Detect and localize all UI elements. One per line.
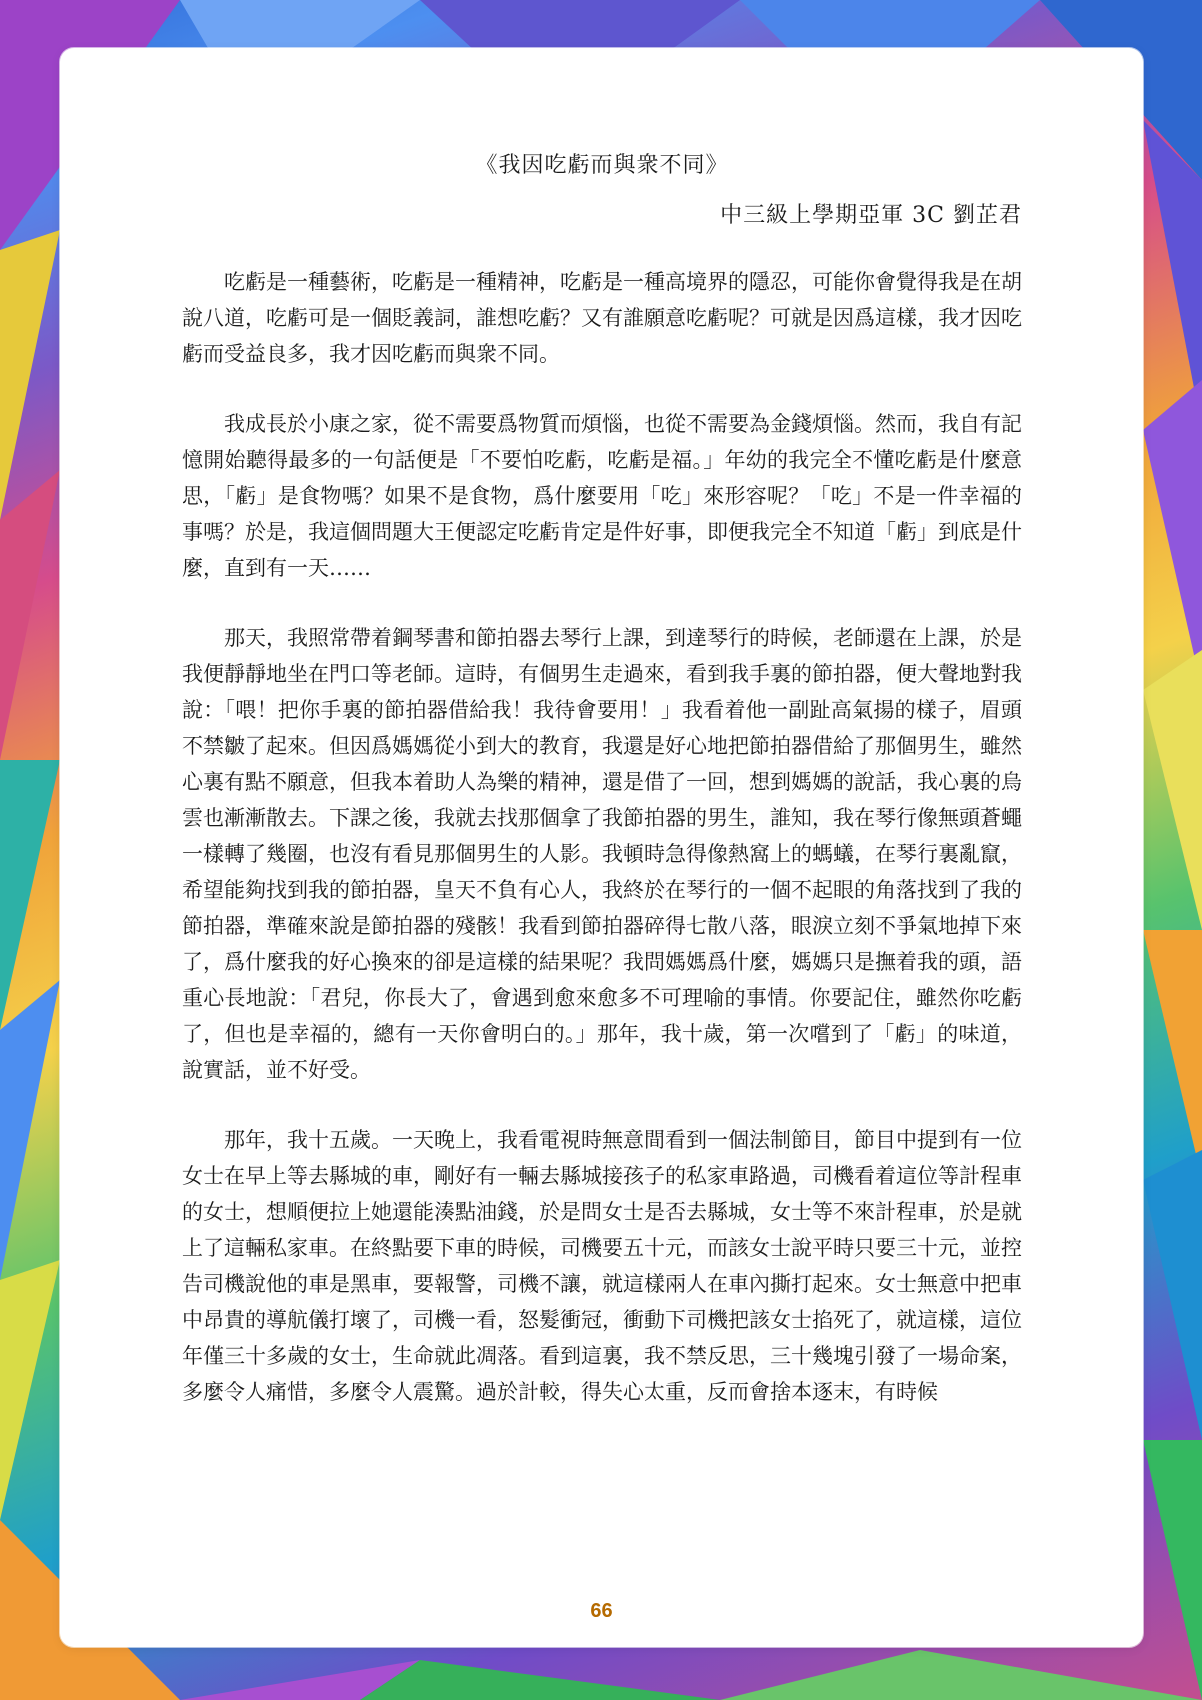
paragraph-1: 吃虧是一種藝術，吃虧是一種精神，吃虧是一種高境界的隱忍，可能你會覺得我是在胡說八道，吃虧可是一個貶義詞，誰想吃虧？又有誰願意吃虧呢？可就是因爲這樣，我才因吃虧而受益良多，我才因吃虧而與衆不同。 (182, 270, 1022, 366)
page-number: 66 (590, 1600, 613, 1622)
author-byline: 中三級上學期亞軍 3C 劉芷君 (720, 203, 1022, 228)
paragraph-3: 那天，我照常帶着鋼琴書和節拍器去琴行上課，到達琴行的時候，老師還在上課，於是我便靜靜地坐在門口等老師。這時，有個男生走過來，看到我手裏的節拍器，便大聲地對我說：「喂！把你手裏的節拍器借給我！我待會要用！」我看着他一副趾高氣揚的樣子，眉頭不禁皺了起來。但因爲媽媽從小到大的教育，我還是好心地把節拍器借給了那個男生，雖然心裏有點不願意，但我本着助人為樂的精神，還是借了一回，想到媽媽的說話，我心裏的烏雲也漸漸散去。下課之後，我就去找那個拿了我節拍器的男生，誰知，我在琴行像無頭蒼蠅一樣轉了幾圈，也沒有看見那個男生的人影。我頓時急得像熱窩上的螞蟻，在琴行裏亂竄，希望能夠找到我的節拍器，皇天不負有心人，我終於在琴行的一個不起眼的角落找到了我的節拍器，準確來說是節拍器的殘骸！我看到節拍器碎得七散八落，眼淚立刻不爭氣地掉下來了，爲什麼我的好心換來的卻是這樣的結果呢？我問媽媽爲什麼，媽媽只是撫着我的頭，語重心長地說：「君兒，你長大了，會遇到愈來愈多不可理喻的事情。你要記住，雖然你吃虧了，但也是幸福的，總有一天你會明白的。」那年，我十歲，第一次嚐到了「虧」的味道，說實話，並不好受。 (182, 626, 1022, 1082)
document-page (60, 48, 1143, 1647)
document-title: 《我因吃虧而與衆不同》 (475, 153, 729, 178)
paragraph-4: 那年，我十五歲。一天晚上，我看電視時無意間看到一個法制節目，節目中提到有一位女士在早上等去縣城的車，剛好有一輛去縣城接孩子的私家車路過，司機看着這位等計程車的女士，想順便拉上她還能湊點油錢，於是問女士是否去縣城，女士等不來計程車，於是就上了這輛私家車。在終點要下車的時候，司機要五十元，而該女士說平時只要三十元，並控告司機說他的車是黑車，要報警，司機不讓，就這樣兩人在車內撕打起來。女士無意中把車中昂貴的導航儀打壞了，司機一看，怒髮衝冠，衝動下司機把該女士掐死了，就這樣，這位年僅三十多歲的女士，生命就此凋落。看到這裏，我不禁反思，三十幾塊引發了一場命案，多麼令人痛惜，多麼令人震驚。過於計較，得失心太重，反而會捨本逐末，有時候 (182, 1128, 1022, 1404)
paragraph-2: 我成長於小康之家，從不需要爲物質而煩惱，也從不需要為金錢煩惱。然而，我自有記憶開始聽得最多的一句話便是「不要怕吃虧，吃虧是福。」年幼的我完全不懂吃虧是什麼意思，「虧」是食物嗎？如果不是食物，爲什麼要用「吃」來形容呢？「吃」不是一件幸福的事嗎？於是，我這個問題大王便認定吃虧肯定是件好事，即便我完全不知道「虧」到底是什麼，直到有一天…… (182, 412, 1022, 580)
document-content (182, 148, 1022, 1410)
